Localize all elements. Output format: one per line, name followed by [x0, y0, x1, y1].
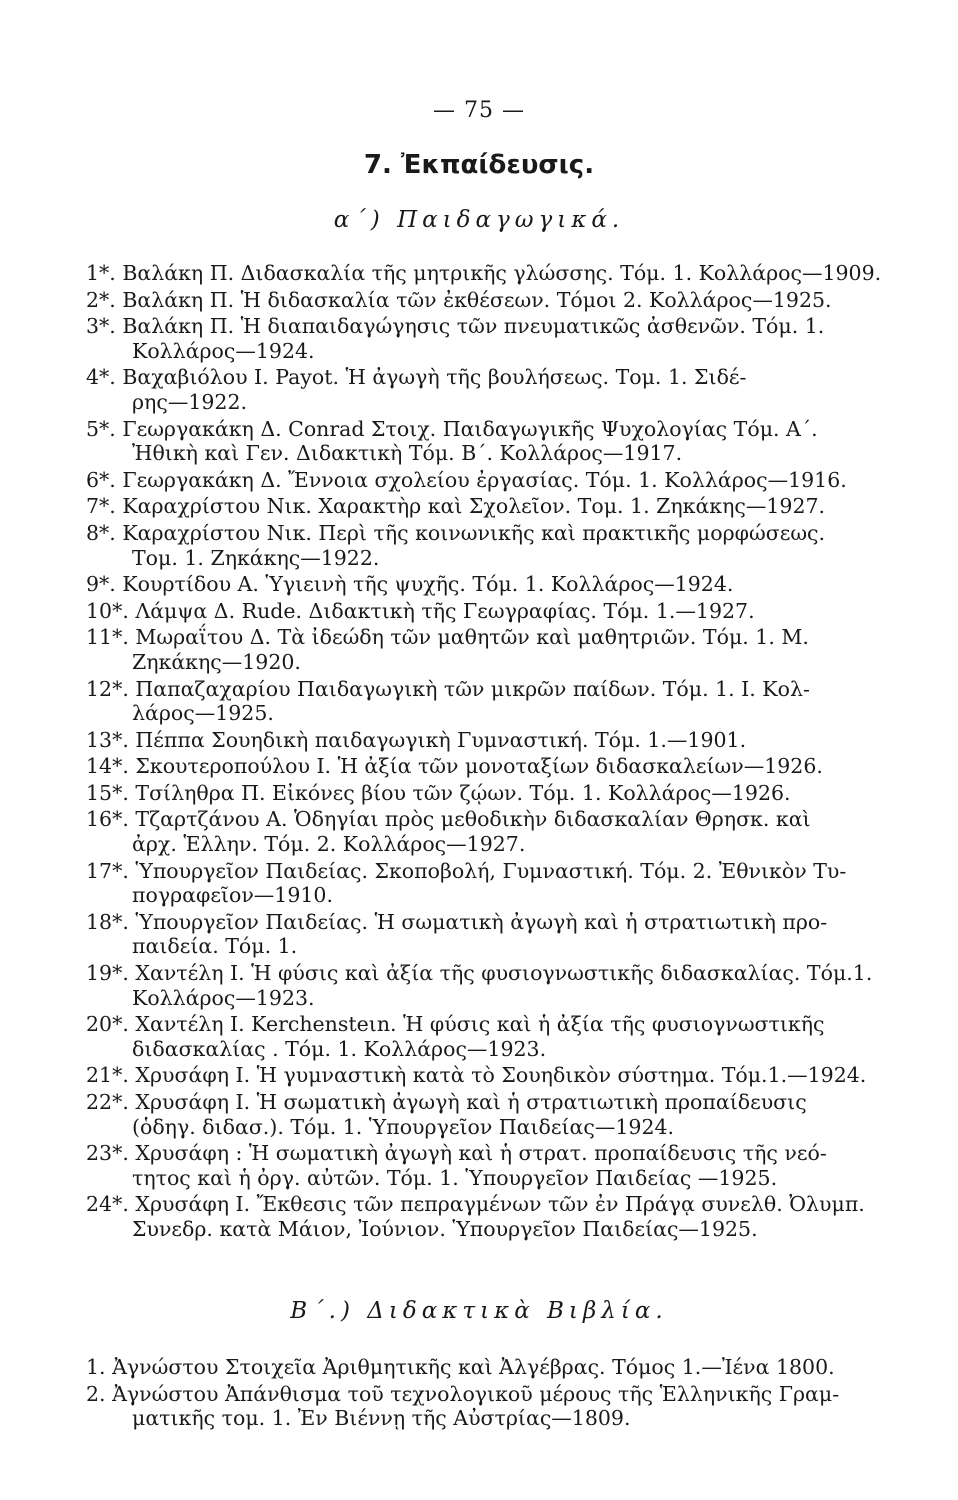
entry-text: Πέππα Σουηδικὴ παιδαγωγικὴ Γυμναστική. Τόμ. 1.—1901.: [135, 727, 747, 752]
entry-text: Χρυσάφη Ι. Ἔκθεσις τῶν πεπραγμένων τῶν ἐν Πράγᾳ συνελθ. Ὀλυμπ.: [135, 1192, 865, 1217]
entry-text: ἀρχ. Ἑλλην. Τόμ. 2. Κολλάρος—1927.: [132, 832, 526, 857]
entry-number: 17*.: [86, 858, 129, 883]
entry-text: Γεωργακάκη Δ. Conrad Στοιχ. Παιδαγωγικῆς Ψυχολογίας Τόμ. Α΄.: [122, 416, 818, 441]
entry-line: [86, 494, 906, 519]
entry-text: Μωραΐτου Δ. Τὰ ἰδεώδη τῶν μαθητῶν καὶ μαθητριῶν. Τόμ. 1. Μ.: [135, 625, 809, 650]
bibliography-entry: [86, 599, 906, 624]
entry-number: 2*.: [86, 287, 116, 312]
bibliography-entry: [86, 1090, 906, 1139]
bibliography-entry: [86, 417, 906, 466]
entry-line: [86, 807, 906, 832]
entry-text: Χαντέλη Ι. Ἡ φύσις καὶ ἀξία τῆς φυσιογνωστικῆς διδασκαλίας. Τόμ.1.: [135, 961, 873, 986]
bibliography-entry: [86, 859, 906, 908]
entry-number: 11*.: [86, 625, 129, 650]
entry-line: [86, 1217, 906, 1242]
entry-text: Γεωργακάκη Δ. Ἔννοια σχολείου ἐργασίας. Τόμ. 1. Κολλάρος—1916.: [122, 467, 847, 492]
entry-text: Χαντέλη Ι. Kerchensteιn. Ἡ φύσις καὶ ἡ ἀξία τῆς φυσιογνωστικῆς: [135, 1012, 825, 1037]
bibliography-entry: [86, 314, 906, 363]
entry-text: Ὑπουργεῖον Παιδείας. Ἡ σωματικὴ ἀγωγὴ καὶ ἡ στρατιωτικὴ προ-: [135, 909, 828, 934]
bibliography-entry: [86, 1063, 906, 1088]
bibliography-entry: [86, 494, 906, 519]
entry-line: [86, 572, 906, 597]
section-title: 7. Ἐκπαίδευσις.: [363, 150, 595, 180]
bibliography-entry: [86, 1141, 906, 1190]
entry-number: 9*.: [86, 572, 116, 597]
bibliography-entry: [86, 754, 906, 779]
entry-text: Παπαζαχαρίου Παιδαγωγικὴ τῶν μικρῶν παίδων. Τόμ. 1. Ι. Κολ-: [135, 676, 810, 701]
entry-number: 18*.: [86, 909, 129, 934]
entry-line: [86, 701, 906, 726]
entry-line: [86, 1012, 906, 1037]
entry-line: [86, 1037, 906, 1062]
bibliography-entry: [86, 781, 906, 806]
entry-text: (ὁδηγ. διδασ.). Τόμ. 1. Ὑπουργεῖον Παιδείας—1924.: [132, 1114, 675, 1139]
entry-number: 10*.: [86, 598, 129, 623]
entry-line: [86, 650, 906, 675]
entry-text: Χρυσάφη Ι. Ἡ σωματικὴ ἀγωγὴ καὶ ἡ στρατιωτικὴ προπαίδευσις: [135, 1090, 807, 1114]
entry-number: 1*.: [86, 261, 116, 285]
entry-number: 5*.: [86, 416, 116, 441]
entry-line: [86, 934, 906, 959]
entry-line: [86, 365, 906, 390]
entry-text: Σκουτεροπούλου Ι. Ἡ ἀξία τῶν μονοταξίων διδασκαλείων—1926.: [135, 754, 823, 779]
entry-text: πογραφεῖον—1910.: [132, 883, 333, 908]
entry-text: ματικῆς τομ. 1. Ἐν Βιέννῃ τῆς Αὐστρίας—1809.: [132, 1406, 631, 1431]
bibliography-entry: [86, 961, 906, 1010]
bibliography-entry: [86, 288, 906, 313]
entry-line: [86, 754, 906, 779]
entry-line: [86, 1406, 906, 1431]
entry-line: [86, 1090, 906, 1115]
entry-number: 16*.: [86, 807, 129, 832]
entry-line: [86, 417, 906, 442]
bibliography-entry: [86, 261, 906, 286]
entry-text: Συνεδρ. κατὰ Μάιον, Ἰούνιον. Ὑπουργεῖον Παιδείας—1925.: [132, 1216, 758, 1241]
entry-text: λάρος—1925.: [132, 701, 274, 726]
entry-number: 12*.: [86, 676, 129, 701]
entry-line: [86, 961, 906, 986]
entry-number: 14*.: [86, 754, 129, 779]
entry-text: διδασκαλίας . Τόμ. 1. Κολλάρος—1923.: [132, 1036, 547, 1061]
bibliography-entry: [86, 625, 906, 674]
entry-number: 24*.: [86, 1192, 129, 1217]
bibliography-entry: [86, 728, 906, 753]
entry-text: τητος καὶ ἡ ὀργ. αὐτῶν. Τόμ. 1. Ὑπουργεῖον Παιδείας —1925.: [132, 1165, 778, 1190]
entry-text: Κουρτίδου Α. Ὑγιεινὴ τῆς ψυχῆς. Τόμ. 1. Κολλάρος—1924.: [122, 572, 734, 597]
entry-line: [86, 261, 906, 286]
entry-text: Ἠθικὴ καὶ Γεν. Διδακτικὴ Τόμ. Β΄. Κολλάρος—1917.: [132, 441, 683, 466]
entry-line: [86, 1166, 906, 1191]
entry-number: 6*.: [86, 467, 116, 492]
entry-line: [86, 314, 906, 339]
entry-line: [86, 468, 906, 493]
bibliography-entry: [86, 1192, 906, 1241]
entry-line: [86, 390, 906, 415]
entry-line: [86, 1192, 906, 1217]
entry-line: [86, 910, 906, 935]
subsection-title-textbooks: Β΄.) Διδακτικὰ Βιβλία.: [290, 1298, 668, 1324]
entry-text: Κολλάρος—1924.: [132, 338, 315, 363]
bibliography-entry: [86, 910, 906, 959]
entry-line: [86, 546, 906, 571]
entry-line: [86, 441, 906, 466]
entry-number: 13*.: [86, 727, 129, 752]
entry-number: 4*.: [86, 365, 116, 390]
entry-line: [86, 986, 906, 1011]
subsection-title-pedagogical: α΄) Παιδαγωγικά.: [333, 207, 625, 233]
entry-number: 19*.: [86, 961, 129, 986]
entry-line: [86, 288, 906, 313]
entry-number: 2.: [86, 1381, 106, 1406]
entry-text: Ἀγνώστου Ἀπάνθισμα τοῦ τεχνολογικοῦ μέρους τῆς Ἑλληνικῆς Γραμ-: [112, 1381, 840, 1406]
page-number: — 75 —: [433, 98, 525, 123]
entry-text: Καραχρίστου Νικ. Χαρακτὴρ καὶ Σχολεῖον. Τομ. 1. Ζηκάκης—1927.: [122, 494, 826, 519]
entry-line: [86, 339, 906, 364]
entry-text: Λάμψα Δ. Rude. Διδακτικὴ τῆς Γεωγραφίας. Τόμ. 1.—1927.: [135, 598, 755, 623]
entry-line: [86, 1355, 906, 1380]
entry-text: Τομ. 1. Ζηκάκης—1922.: [132, 545, 380, 570]
entry-number: 1.: [86, 1355, 106, 1379]
entry-line: [86, 859, 906, 884]
entry-text: Καραχρίστου Νικ. Περὶ τῆς κοινωνικῆς καὶ πρακτικῆς μορφώσεως.: [122, 520, 826, 545]
bibliography-entry: [86, 1355, 906, 1380]
entry-number: 21*.: [86, 1063, 129, 1088]
entry-number: 8*.: [86, 520, 116, 545]
bibliography-entry: [86, 807, 906, 856]
pedagogical-bibliography-list: [86, 261, 906, 1244]
entry-number: 7*.: [86, 494, 116, 519]
bibliography-entry: [86, 1012, 906, 1061]
bibliography-entry: [86, 468, 906, 493]
entry-number: 15*.: [86, 780, 129, 805]
entry-text: Βαλάκη Π. Ἡ διδασκαλία τῶν ἐκθέσεων. Τόμοι 2. Κολλάρος—1925.: [122, 287, 832, 312]
textbooks-bibliography-list: [86, 1355, 906, 1433]
entry-line: [86, 832, 906, 857]
entry-line: [86, 781, 906, 806]
bibliography-entry: [86, 365, 906, 414]
entry-text: Βαλάκη Π. Διδασκαλία τῆς μητρικῆς γλώσσης. Τόμ. 1. Κολλάρος—1909.: [122, 261, 882, 285]
bibliography-entry: [86, 521, 906, 570]
entry-text: Τζαρτζάνου Α. Ὁδηγίαι πρὸς μεθοδικὴν διδασκαλίαν Θρησκ. καὶ: [135, 807, 811, 832]
entry-number: 22*.: [86, 1090, 129, 1114]
entry-line: [86, 677, 906, 702]
bibliography-entry: [86, 1382, 906, 1431]
bibliography-entry: [86, 572, 906, 597]
entry-text: Χρυσάφη Ι. Ἡ γυμναστικὴ κατὰ τὸ Σουηδικὸν σύστημα. Τόμ.1.—1924.: [135, 1063, 867, 1088]
entry-text: Βαχαβιόλου Ι. Payot. Ἡ ἀγωγὴ τῆς βουλήσεως. Τομ. 1. Σιδέ-: [122, 365, 747, 390]
entry-text: Ὑπουργεῖον Παιδείας. Σκοποβολή, Γυμναστική. Τόμ. 2. Ἐθνικὸν Τυ-: [135, 858, 847, 883]
entry-text: Τσίληθρα Π. Εἰκόνες βίου τῶν ζῴων. Τόμ. 1. Κολλάρος—1926.: [135, 780, 791, 805]
entry-line: [86, 1115, 906, 1140]
entry-line: [86, 1141, 906, 1166]
entry-text: παιδεία. Τόμ. 1.: [132, 934, 298, 959]
bibliography-entry: [86, 677, 906, 726]
entry-line: [86, 599, 906, 624]
entry-text: Ζηκάκης—1920.: [132, 649, 301, 674]
entry-line: [86, 625, 906, 650]
entry-text: ρης—1922.: [132, 389, 248, 414]
entry-line: [86, 521, 906, 546]
entry-number: 3*.: [86, 314, 116, 339]
entry-number: 20*.: [86, 1012, 129, 1037]
entry-text: Χρυσάφη : Ἡ σωματικὴ ἀγωγὴ καὶ ἡ στρατ. προπαίδευσις τῆς νεό-: [135, 1141, 827, 1166]
entry-number: 23*.: [86, 1141, 129, 1166]
entry-text: Κολλάρος—1923.: [132, 985, 315, 1010]
entry-line: [86, 883, 906, 908]
entry-line: [86, 1382, 906, 1407]
entry-line: [86, 728, 906, 753]
entry-text: Ἀγνώστου Στοιχεῖα Ἀριθμητικῆς καὶ Ἀλγέβρας. Τόμος 1.—Ἰένα 1800.: [112, 1355, 835, 1379]
entry-line: [86, 1063, 906, 1088]
entry-text: Βαλάκη Π. Ἡ διαπαιδαγώγησις τῶν πνευματικῶς ἀσθενῶν. Τόμ. 1.: [122, 314, 825, 339]
